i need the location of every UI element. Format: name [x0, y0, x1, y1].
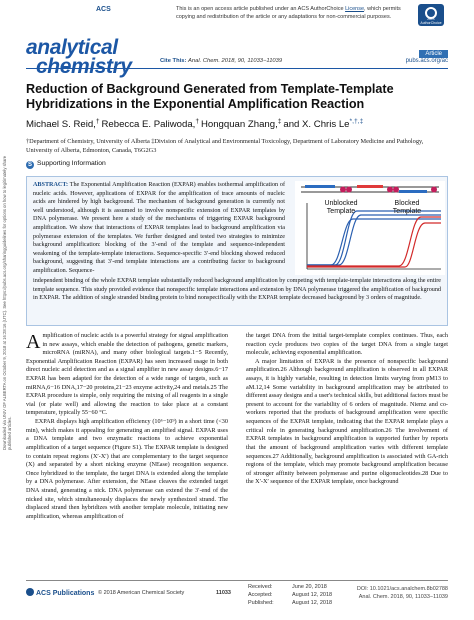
abstract-text: ABSTRACT: The Exponential Amplification Reaction (EXPAR) enables isothermal amplification of nucleic acids. However, applications of EXPAR for the amplification of trace amounts of nucleic acids are hindered by high background. The mechanism of background generation is currently not well understood, although it is assumed to involve nonspecific extension of EXPAR templates by DNA polymerase. We present here a study of the mechanisms of triggering EXPAR background amplification. We show that interactions of EXPAR templates lead to background amplification via polymerase extension of the templates. We further designed and tested two strategies to minimize background amplification: blocking of the 3′-end of the template and sequence-independent weakening of the template-template interactions. Sequence-specific 3′-end blocking showed reduced background, suggesting that 3′-end template interactions are a contributing factor to background amplification. Sequence-: [33, 182, 285, 275]
open-access-note: This is an open access article published under an ACS AuthorChoice License, which permits copying and redistribution of the article or any adaptations for non-commercial purposes.: [176, 6, 401, 20]
acs-publications-logo: ACS Publications: [26, 588, 94, 597]
author-list: Michael S. Reid,† Rebecca E. Paliwoda,† Hongquan Zhang,‡ and X. Chris Le*,†,‡: [26, 117, 364, 130]
toc-label-blocked-2: Template: [392, 208, 422, 215]
cite-this[interactable]: Cite This: Anal. Chem. 2018, 90, 11033−11039: [160, 58, 283, 64]
authorchoice-badge: ACS AuthorChoice: [418, 4, 444, 26]
right-paragraph-2: A major limitation of EXPAR is the presence of nonspecific background amplification.26 Although background amplification is observed in all EXPAR assays, it is highly variable, resulting in detection limits varying from pM13 to aM.12,14 Some variability in background amplification may be attributed to different assay designs and a user's technical skills, but additional factors must be present to account for the variability of 6 orders of magnitude. Niemz and co-workers reported that the products of background amplification were specific sequences of the EXPAR template, indicating that the EXPAR template plays a critical role in generating background amplification.26 The involvement of EXPAR templates in background amplification is supported further by reports that the amount of background amplification varies with different template sequences.27 Additionally, background amplification is associated with GA-rich regions of the template, which may promote background amplification because of stronger affinity between polymerase and purine oligonucleotides.28 Due to the X′-X′ sequence of the EXPAR template, once background: [246, 357, 448, 486]
intro-paragraph-1: Amplification of nucleic acids is a powerful strategy for signal amplification in new assays, which enable the detection of pathogens, genetic markers, microRNA (miRNA), and many other biological targets.1−5 Recently, Exponential Amplification Reaction (EXPAR) has seen increased usage in both direct nucleic acid detection and as a signal amplifier in new assay designs.6−17 EXPAR has been adapted for the detection of a wide range of targets, such as miRNA,6−16 DNA,17−20 proteins,21−23 enzyme activity,24 and metals.25 The EXPAR procedure is simple, only requiring the mixing of all reagents in a single vial (or plate well) and allowing the reaction to take place at a constant temperature, typically 55−60 °C.: [26, 331, 228, 417]
header-divider: [26, 68, 448, 69]
body-column-left: [26, 332, 228, 521]
top-header: [26, 0, 448, 36]
abstract-text-continued: independent binding of the whole EXPAR template substantially reduced background amplification by competing with template-template interactions along the entire template sequence. This study provided evidence that nonspecific template interactions and extension by DNA polymerase triggered the amplification of background in EXPAR. The addition of single stranded binding protein to bind nonspecifically with the EXPAR template decreased background by 3 orders of magnitude.: [33, 278, 442, 302]
body-column-right: [246, 332, 448, 487]
journal-url[interactable]: pubs.acs.org/ac: [405, 58, 448, 64]
page-number: 11033: [216, 590, 231, 596]
right-paragraph-1: the target DNA from the initial target-template complex continues. Thus, each reaction cycle produces two copies of the target DNA from a single target molecule, achieving exponential amplification.: [246, 332, 448, 357]
acs-logo: ACS: [96, 6, 111, 13]
intro-paragraph-2: EXPAR displays high amplification efficiency (10⁶−10⁹) in a short time (<30 min), which makes it appealing for generating an amplified signal. EXPAR uses a DNA template and two enzymatic reactions to achieve exponential amplification of a target sequence (Figure S1). The EXPAR template is designed to contain repeat regions (X′-X′) that are complementary to the target sequence (X) and separated by a short nicking enzyme (NEase) recognition sequence. Once hybridized to the template, the target DNA is extended along the template by a DNA polymerase. After extension, the NEase cleaves the extended target DNA strand, generating a nick. DNA polymerase can extend the 3′-end of the nicked site, which simultaneously displaces the newly synthesized strand. The displaced strand then hybridizes with another template molecule, initiating new amplification, whereas amplification of: [26, 418, 228, 520]
download-note: Downloaded via UNIV OF ALBERTA on October 9, 2018 at 16:28:16 (UTC). See https://pubs.acs.org/sharingguidelines for options on how to legitimately share published articles.: [2, 155, 13, 450]
journal-logo: analytical chemistry: [26, 36, 132, 79]
affiliations: †Department of Chemistry, University of Alberta ‡Division of Analytical and Environmental Toxicology, Department of Laboratory Medicine and Pathology, University of Alberta, Edmonton, Canada, T6G2G3: [26, 138, 424, 154]
supporting-information-link[interactable]: S Supporting Information: [27, 160, 106, 168]
supporting-info-icon: S: [27, 162, 32, 168]
copyright: © 2018 American Chemical Society: [98, 590, 185, 596]
article-title: Reduction of Background Generated from Template-Template Hybridizations in the Exponential Amplification Reaction: [26, 82, 394, 112]
toc-label-blocked: Blocked: [394, 200, 420, 207]
toc-label-unblocked-2: Template: [326, 208, 356, 215]
abstract-box: [26, 176, 448, 326]
doi-citation[interactable]: DOI: 10.1021/acs.analchem.8b02788 Anal. Chem. 2018, 90, 11033−11039: [356, 586, 448, 600]
page-footer: [26, 584, 448, 614]
toc-label-unblocked: Unblocked: [324, 200, 358, 207]
publication-dates: Received: June 20, 2018 Accepted: August 12, 2018 Published: August 12, 2018: [248, 584, 333, 606]
toc-graphic: [295, 181, 445, 275]
footer-divider: [26, 580, 448, 581]
article-type-badge: Article: [419, 50, 448, 58]
drop-cap: A: [26, 331, 41, 353]
license-link[interactable]: License: [345, 6, 365, 12]
